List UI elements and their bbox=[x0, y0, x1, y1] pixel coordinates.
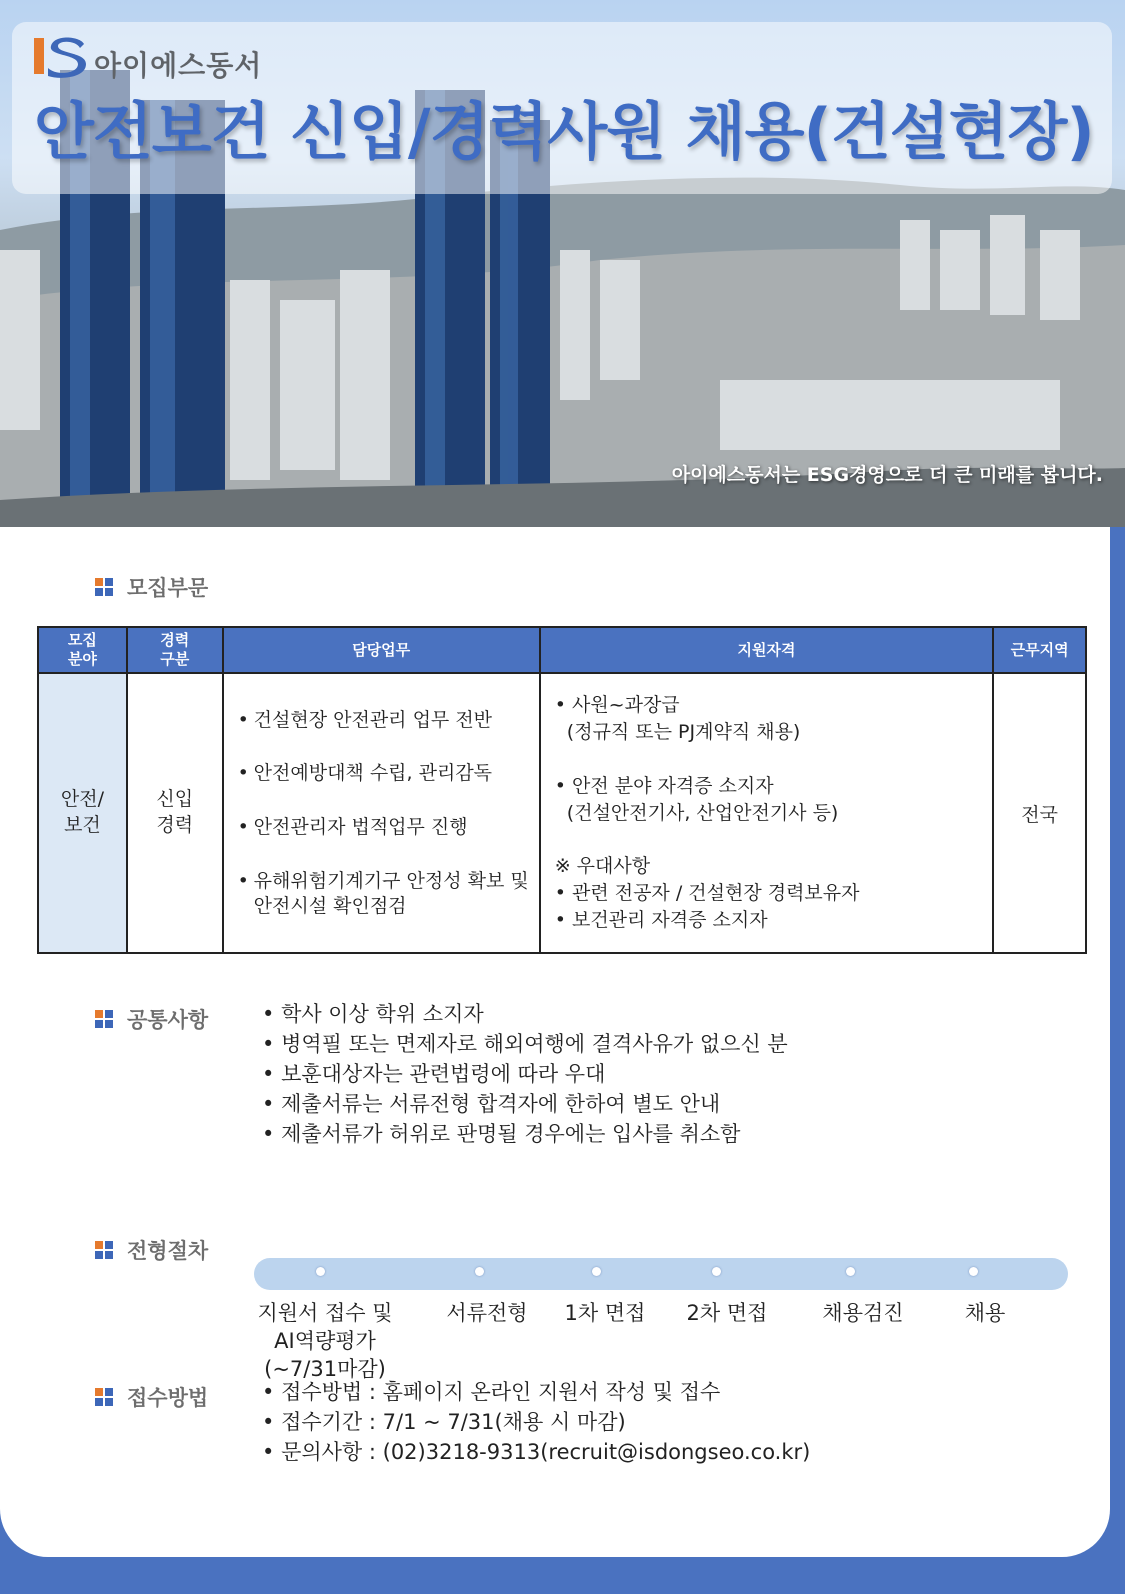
cell-duties bbox=[223, 673, 540, 953]
process-section-heading bbox=[95, 1235, 208, 1265]
col-header-region: 근무지역 bbox=[993, 627, 1086, 673]
hero-banner bbox=[0, 0, 1125, 527]
dot-icon bbox=[846, 1267, 855, 1276]
recruit-table bbox=[37, 626, 1087, 954]
four-square-icon bbox=[95, 1388, 113, 1406]
cell-career-text: 신입 경력 bbox=[156, 788, 194, 836]
process-step: 1차 면접 bbox=[564, 1301, 646, 1325]
qualification-line: ※ 우대사항 bbox=[554, 855, 651, 878]
duty-item: • 안전예방대책 수립, 관리감독 bbox=[224, 761, 539, 786]
qualification-line: • 관련 전공자 / 건설현장 경력보유자 bbox=[554, 882, 860, 905]
list-item: • 문의사항 : (02)3218-9313(recruit@isdongseo.co.kr) bbox=[262, 1437, 810, 1467]
process-step: 2차 면접 bbox=[686, 1301, 768, 1325]
dot-icon bbox=[712, 1267, 721, 1276]
dot-icon bbox=[592, 1267, 601, 1276]
dot-icon bbox=[969, 1267, 978, 1276]
apply-section-heading bbox=[95, 1382, 208, 1412]
common-heading-text: 공통사항 bbox=[127, 1008, 209, 1032]
qualification-line bbox=[541, 826, 993, 853]
dot-icon bbox=[316, 1267, 325, 1276]
duty-item: • 건설현장 안전관리 업무 전반 bbox=[224, 708, 539, 733]
list-item: • 병역필 또는 면제자로 해외여행에 결격사유가 없으신 분 bbox=[262, 1029, 788, 1059]
common-list bbox=[262, 999, 788, 1149]
cell-career bbox=[127, 673, 223, 953]
apply-list bbox=[262, 1377, 810, 1467]
list-item: • 보훈대상자는 관련법령에 따라 우대 bbox=[262, 1059, 788, 1089]
cell-field bbox=[38, 673, 127, 953]
recruit-heading-text: 모집부문 bbox=[127, 576, 209, 600]
recruit-section-heading bbox=[95, 572, 208, 602]
apply-heading-text: 접수방법 bbox=[127, 1386, 209, 1410]
qualification-line bbox=[541, 746, 993, 773]
cell-field-text: 안전/ 보건 bbox=[60, 788, 104, 836]
col-header-qualifications: 지원자격 bbox=[540, 627, 994, 673]
cell-qualifications bbox=[540, 673, 994, 953]
qualification-line: (정규직 또는 PJ계약직 채용) bbox=[554, 720, 801, 743]
duty-item: • 유해위험기계기구 안정성 확보 및 안전시설 확인점검 bbox=[224, 869, 539, 918]
process-step: 지원서 접수 및 AI역량평가 (~7/31마감) bbox=[257, 1301, 393, 1381]
col-header-career-text: 경력 구분 bbox=[160, 631, 190, 668]
common-section-heading bbox=[95, 1004, 208, 1034]
four-square-icon bbox=[95, 578, 113, 596]
list-item: • 제출서류는 서류전형 합격자에 한하여 별도 안내 bbox=[262, 1089, 788, 1119]
qualification-line: • 보건관리 자격증 소지자 bbox=[554, 909, 768, 932]
tagline: 아이에스동서는 ESG경영으로 더 큰 미래를 봅니다. bbox=[671, 464, 1103, 486]
list-item: • 학사 이상 학위 소지자 bbox=[262, 999, 788, 1029]
four-square-icon bbox=[95, 1241, 113, 1259]
table-row bbox=[38, 673, 1086, 953]
col-header-field-text: 모집 분야 bbox=[67, 631, 97, 668]
process-heading-text: 전형절차 bbox=[127, 1239, 209, 1263]
four-square-icon bbox=[95, 1010, 113, 1028]
col-header-duties: 담당업무 bbox=[223, 627, 540, 673]
table-header-row bbox=[38, 627, 1086, 673]
page-title: 안전보건 신입/경력사원 채용(건설현장) bbox=[34, 95, 1094, 168]
process-step: 채용검진 bbox=[822, 1301, 904, 1325]
col-header-field bbox=[38, 627, 127, 673]
content-card bbox=[0, 527, 1110, 1557]
dot-icon bbox=[475, 1267, 484, 1276]
qualification-line: • 안전 분야 자격증 소지자 bbox=[554, 774, 774, 797]
duty-item: • 안전관리자 법적업무 진행 bbox=[224, 815, 539, 840]
process-step: 서류전형 bbox=[446, 1301, 528, 1325]
qualification-line: (건설안전기사, 산업안전기사 등) bbox=[554, 801, 839, 824]
cell-region: 전국 bbox=[993, 673, 1086, 953]
list-item: • 접수기간 : 7/1 ~ 7/31(채용 시 마감) bbox=[262, 1407, 810, 1437]
qualification-line: • 사원~과장급 bbox=[554, 693, 680, 716]
process-track bbox=[254, 1258, 1068, 1290]
list-item: • 제출서류가 허위로 판명될 경우에는 입사를 취소함 bbox=[262, 1119, 788, 1149]
is-logo-icon bbox=[34, 34, 86, 78]
process-step: 채용 bbox=[964, 1301, 1006, 1325]
list-item: • 접수방법 : 홈페이지 온라인 지원서 작성 및 접수 bbox=[262, 1377, 810, 1407]
brand-name: 아이에스동서 bbox=[94, 49, 263, 82]
col-header-career bbox=[127, 627, 223, 673]
